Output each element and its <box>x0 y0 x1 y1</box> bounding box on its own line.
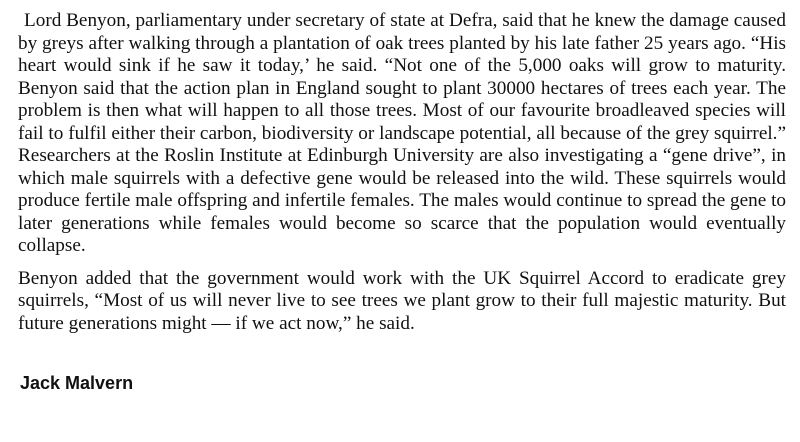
author-byline: Jack Malvern <box>20 373 134 393</box>
article-paragraph-2: Benyon added that the government would work with the UK Squirrel Accord to eradicate grey squirrels, “Most of us will never live to see trees we plant grow to their full majestic maturity. But future generations might — if we act now,” he said. <box>18 267 786 334</box>
article-paragraph-1: Lord Benyon, parliamentary under secretary of state at Defra, said that he knew the damage caused by greys after walking through a plantation of oak trees planted by his late father 25 years ago. “His heart would sink if he saw it today,’ he said. “Not one of the 5,000 oaks will grow to maturity. Benyon said that the action plan in England sought to plant 30000 hectares of trees each year. The problem is then what will happen to all those trees. Most of our favourite broadleaved species will fail to fulfil either their carbon, biodiversity or landscape potential, all because of the grey squirrel.” Researchers at the Roslin Institute at Edinburgh University are also investigating a “gene drive”, in which male squirrels with a defective gene would be released into the wild. These squirrels would produce fertile male offspring and infertile females. The males would continue to spread the gene to later generations while females would become so scarce that the population would eventually collapse. <box>18 10 786 256</box>
article-body <box>18 10 786 335</box>
